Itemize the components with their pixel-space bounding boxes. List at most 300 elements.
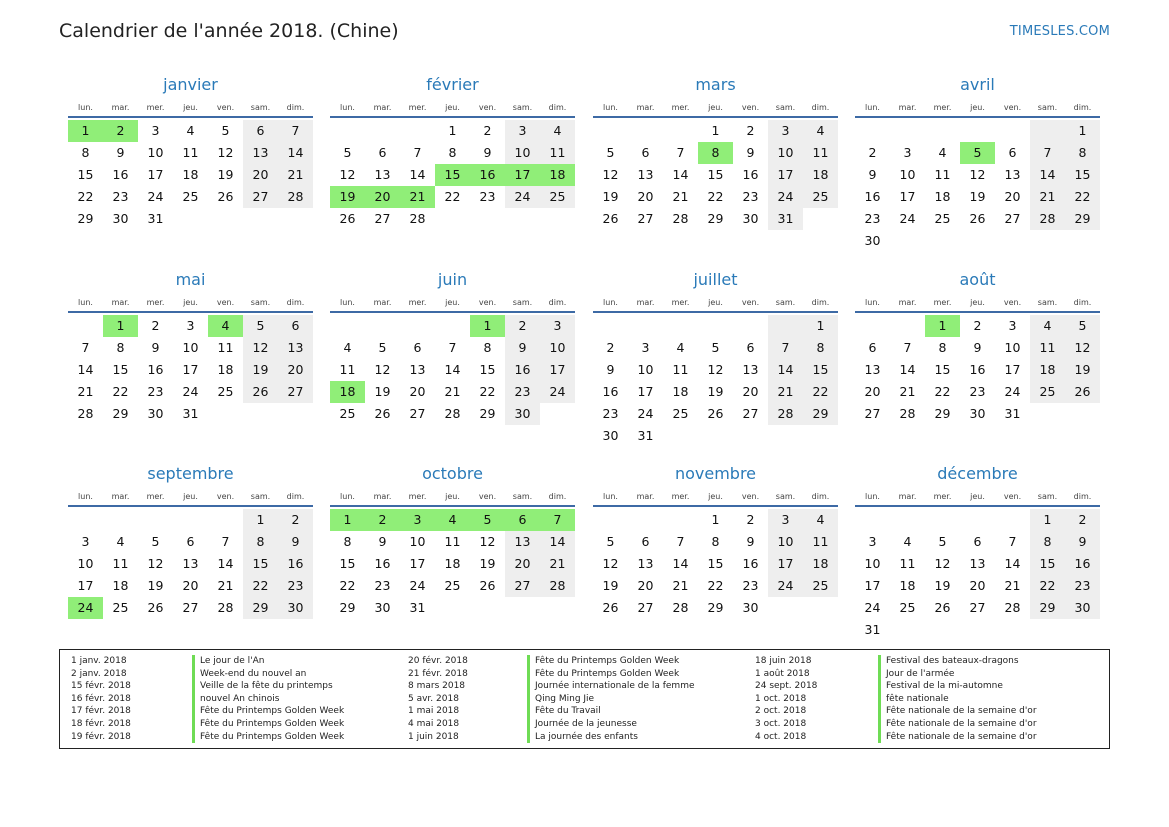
day-cell: 29: [77, 211, 94, 226]
day-cell: 25: [803, 186, 838, 208]
day-cell: 22: [803, 381, 838, 403]
legend-date: 8 mars 2018: [408, 681, 466, 692]
day-cell: 30: [278, 597, 313, 619]
day-cell: 23: [505, 381, 540, 403]
day-cell: 12: [707, 362, 724, 377]
day-cell: 3: [868, 534, 877, 549]
day-cell: 22: [934, 384, 951, 399]
day-cell: 26: [147, 600, 164, 615]
day-cell: 3: [641, 340, 650, 355]
day-cell: 18: [112, 578, 129, 593]
month-octobre: [330, 464, 575, 619]
day-cell: 15: [803, 359, 838, 381]
legend-dates-column: [71, 655, 131, 743]
day-cell: 16: [278, 553, 313, 575]
legend-holiday-name: Fête du Printemps Golden Week: [192, 705, 344, 718]
day-cell: 5: [606, 534, 615, 549]
day-cell: 27: [864, 406, 881, 421]
weekday-label: lun.: [78, 103, 93, 112]
day-cell: 14: [77, 362, 94, 377]
legend-holiday-name: Fête du Printemps Golden Week: [527, 655, 695, 668]
day-cell: 1: [1065, 120, 1100, 142]
day-cell: 11: [803, 142, 838, 164]
weekday-label: mer.: [933, 103, 952, 112]
day-cell: 9: [746, 145, 755, 160]
day-cell: 14: [899, 362, 916, 377]
empty-cell: [400, 120, 435, 142]
day-cell: 27: [182, 600, 199, 615]
day-cell: 16: [112, 167, 129, 182]
day-cell: 18: [1030, 359, 1065, 381]
day-cell: 26: [934, 600, 951, 615]
holiday-day-cell: 1: [103, 315, 138, 337]
day-cell: 4: [186, 123, 195, 138]
day-cell: 2: [505, 315, 540, 337]
day-cell: 11: [899, 556, 916, 571]
weekday-label: lun.: [78, 298, 93, 307]
day-cell: 31: [637, 428, 654, 443]
holiday-day-cell: 7: [540, 509, 575, 531]
day-cell: 29: [1065, 208, 1100, 230]
day-cell: 31: [182, 406, 199, 421]
day-cell: 10: [409, 534, 426, 549]
empty-cell: [995, 509, 1030, 531]
day-cell: 26: [602, 211, 619, 226]
day-cell: 7: [676, 534, 685, 549]
day-cell: 17: [864, 578, 881, 593]
day-cell: 22: [243, 575, 278, 597]
legend-date: 18 févr. 2018: [71, 718, 131, 729]
day-cell: 22: [707, 189, 724, 204]
days-grid: [593, 509, 838, 619]
day-cell: 15: [112, 362, 129, 377]
month-name: mars: [695, 75, 736, 94]
month-mai: [68, 270, 313, 425]
empty-cell: [925, 509, 960, 531]
day-cell: 9: [151, 340, 160, 355]
day-cell: 17: [768, 164, 803, 186]
day-cell: 12: [602, 556, 619, 571]
weekday-header: [593, 98, 838, 118]
day-cell: 24: [505, 186, 540, 208]
legend-holiday-name: Le jour de l'An: [192, 655, 344, 668]
empty-cell: [995, 120, 1030, 142]
day-cell: 29: [803, 403, 838, 425]
month-décembre: [855, 464, 1100, 641]
empty-cell: [330, 120, 365, 142]
legend-holiday-name: Fête du Travail: [527, 705, 695, 718]
day-cell: 5: [938, 534, 947, 549]
day-cell: 3: [81, 534, 90, 549]
month-name: janvier: [163, 75, 218, 94]
empty-cell: [173, 509, 208, 531]
day-cell: 15: [934, 362, 951, 377]
weekday-label: mer.: [146, 103, 165, 112]
day-cell: 5: [1065, 315, 1100, 337]
day-cell: 28: [672, 211, 689, 226]
day-cell: 1: [711, 123, 720, 138]
day-cell: 18: [803, 164, 838, 186]
weekday-label: mer.: [671, 492, 690, 501]
day-cell: 8: [483, 340, 492, 355]
day-cell: 28: [217, 600, 234, 615]
day-cell: 7: [413, 145, 422, 160]
day-cell: 2: [278, 509, 313, 531]
empty-cell: [925, 120, 960, 142]
holiday-day-cell: 4: [208, 315, 243, 337]
weekday-label: mar.: [111, 298, 130, 307]
day-cell: 19: [479, 556, 496, 571]
day-cell: 12: [374, 362, 391, 377]
day-cell: 23: [1065, 575, 1100, 597]
day-cell: 30: [864, 233, 881, 248]
day-cell: 24: [147, 189, 164, 204]
legend-holiday-name: Qing Ming Jie: [527, 693, 695, 706]
legend-date: 20 févr. 2018: [408, 656, 468, 666]
day-cell: 3: [540, 315, 575, 337]
day-cell: 13: [637, 556, 654, 571]
day-cell: 12: [1065, 337, 1100, 359]
legend-holiday-name: La journée des enfants: [527, 731, 695, 744]
weekday-label: ven.: [1003, 103, 1022, 112]
legend-holiday-name: Fête du Printemps Golden Week: [527, 668, 695, 681]
weekday-label: lun.: [603, 298, 618, 307]
day-cell: 10: [1004, 340, 1021, 355]
day-cell: 21: [217, 578, 234, 593]
holiday-day-cell: 2: [103, 120, 138, 142]
day-cell: 21: [768, 381, 803, 403]
weekday-label: sam.: [1037, 103, 1058, 112]
day-cell: 18: [182, 167, 199, 182]
weekday-label: jeu.: [445, 492, 460, 501]
empty-cell: [628, 509, 663, 531]
day-cell: 5: [378, 340, 387, 355]
weekday-label: mar.: [636, 298, 655, 307]
day-cell: 25: [540, 186, 575, 208]
weekday-header: [855, 98, 1100, 118]
day-cell: 2: [973, 318, 982, 333]
day-cell: 8: [711, 534, 720, 549]
day-cell: 20: [637, 189, 654, 204]
holiday-day-cell: 5: [960, 142, 995, 164]
day-cell: 13: [1004, 167, 1021, 182]
day-cell: 14: [768, 359, 803, 381]
day-cell: 29: [339, 600, 356, 615]
day-cell: 28: [672, 600, 689, 615]
day-cell: 23: [147, 384, 164, 399]
weekday-header: [593, 293, 838, 313]
day-cell: 5: [711, 340, 720, 355]
legend-holiday-name: nouvel An chinois: [192, 693, 344, 706]
weekday-label: mar.: [636, 492, 655, 501]
weekday-label: lun.: [603, 103, 618, 112]
weekday-label: dim.: [811, 492, 830, 501]
day-cell: 20: [409, 384, 426, 399]
weekday-label: ven.: [1003, 492, 1022, 501]
weekday-label: mer.: [933, 298, 952, 307]
day-cell: 27: [637, 211, 654, 226]
weekday-label: dim.: [286, 492, 305, 501]
weekday-label: jeu.: [970, 103, 985, 112]
day-cell: 6: [973, 534, 982, 549]
holiday-day-cell: 20: [365, 186, 400, 208]
day-cell: 30: [505, 403, 540, 425]
day-cell: 29: [479, 406, 496, 421]
day-cell: 26: [1065, 381, 1100, 403]
day-cell: 31: [409, 600, 426, 615]
day-cell: 9: [378, 534, 387, 549]
day-cell: 25: [182, 189, 199, 204]
day-cell: 4: [116, 534, 125, 549]
day-cell: 29: [112, 406, 129, 421]
day-cell: 26: [602, 600, 619, 615]
weekday-header: [68, 293, 313, 313]
day-cell: 23: [112, 189, 129, 204]
weekday-label: mar.: [373, 298, 392, 307]
holiday-day-cell: 2: [365, 509, 400, 531]
day-cell: 26: [339, 211, 356, 226]
day-cell: 20: [864, 384, 881, 399]
day-cell: 20: [1004, 189, 1021, 204]
legend-date: 18 juin 2018: [755, 656, 812, 666]
day-cell: 15: [707, 556, 724, 571]
day-cell: 7: [903, 340, 912, 355]
day-cell: 12: [339, 167, 356, 182]
day-cell: 13: [637, 167, 654, 182]
day-cell: 28: [768, 403, 803, 425]
day-cell: 21: [540, 553, 575, 575]
day-cell: 14: [409, 167, 426, 182]
day-cell: 23: [864, 211, 881, 226]
legend-date: 17 févr. 2018: [71, 706, 131, 717]
weekday-label: sam.: [250, 298, 271, 307]
day-cell: 11: [444, 534, 461, 549]
weekday-label: mer.: [146, 492, 165, 501]
weekday-label: lun.: [340, 103, 355, 112]
holiday-day-cell: 8: [698, 142, 733, 164]
day-cell: 26: [243, 381, 278, 403]
days-grid: [330, 120, 575, 230]
weekday-label: jeu.: [183, 492, 198, 501]
day-cell: 6: [1008, 145, 1017, 160]
day-cell: 18: [672, 384, 689, 399]
day-cell: 27: [637, 600, 654, 615]
weekday-label: jeu.: [445, 298, 460, 307]
day-cell: 19: [934, 578, 951, 593]
day-cell: 12: [934, 556, 951, 571]
day-cell: 13: [278, 337, 313, 359]
holiday-day-cell: 6: [505, 509, 540, 531]
month-name: juin: [437, 270, 468, 289]
month-septembre: [68, 464, 313, 619]
month-juillet: [593, 270, 838, 447]
day-cell: 2: [606, 340, 615, 355]
day-cell: 23: [374, 578, 391, 593]
day-cell: 21: [1030, 186, 1065, 208]
weekday-label: dim.: [1073, 492, 1092, 501]
month-name: mai: [175, 270, 206, 289]
day-cell: 13: [969, 556, 986, 571]
day-cell: 9: [505, 337, 540, 359]
weekday-label: mer.: [408, 298, 427, 307]
day-cell: 18: [217, 362, 234, 377]
empty-cell: [890, 120, 925, 142]
day-cell: 24: [409, 578, 426, 593]
day-cell: 6: [746, 340, 755, 355]
day-cell: 23: [742, 578, 759, 593]
day-cell: 21: [444, 384, 461, 399]
day-cell: 12: [479, 534, 496, 549]
day-cell: 22: [479, 384, 496, 399]
day-cell: 13: [409, 362, 426, 377]
weekday-label: mer.: [408, 103, 427, 112]
day-cell: 18: [899, 578, 916, 593]
month-avril: [855, 75, 1100, 252]
holiday-day-cell: 15: [435, 164, 470, 186]
weekday-label: lun.: [78, 492, 93, 501]
day-cell: 7: [448, 340, 457, 355]
weekday-header: [330, 293, 575, 313]
day-cell: 23: [602, 406, 619, 421]
day-cell: 20: [637, 578, 654, 593]
day-cell: 8: [243, 531, 278, 553]
legend-holiday-name: Week-end du nouvel an: [192, 668, 344, 681]
day-cell: 15: [339, 556, 356, 571]
brand-link[interactable]: TIMESLES.COM: [1009, 24, 1110, 39]
legend-holiday-name: Festival des bateaux-dragons: [878, 655, 1037, 668]
legend-date: 24 sept. 2018: [755, 681, 818, 692]
day-cell: 20: [505, 553, 540, 575]
day-cell: 21: [77, 384, 94, 399]
day-cell: 16: [602, 384, 619, 399]
weekday-label: sam.: [250, 103, 271, 112]
day-cell: 10: [77, 556, 94, 571]
day-cell: 2: [151, 318, 160, 333]
day-cell: 25: [339, 406, 356, 421]
day-cell: 21: [899, 384, 916, 399]
weekday-header: [68, 487, 313, 507]
weekday-label: ven.: [216, 492, 235, 501]
day-cell: 26: [969, 211, 986, 226]
weekday-label: ven.: [216, 103, 235, 112]
weekday-label: ven.: [216, 298, 235, 307]
weekday-label: jeu.: [708, 103, 723, 112]
day-cell: 9: [116, 145, 125, 160]
day-cell: 1: [1030, 509, 1065, 531]
weekday-header: [330, 98, 575, 118]
holiday-day-cell: 5: [470, 509, 505, 531]
days-grid: [855, 120, 1100, 252]
day-cell: 19: [243, 359, 278, 381]
day-cell: 16: [969, 362, 986, 377]
day-cell: 28: [1004, 600, 1021, 615]
holiday-day-cell: 18: [540, 164, 575, 186]
day-cell: 10: [637, 362, 654, 377]
month-name: octobre: [422, 464, 483, 483]
legend-date: 21 févr. 2018: [408, 668, 468, 679]
legend-holiday-name: Festival de la mi-automne: [878, 680, 1037, 693]
weekday-header: [593, 487, 838, 507]
weekday-label: dim.: [286, 298, 305, 307]
day-cell: 18: [934, 189, 951, 204]
day-cell: 29: [934, 406, 951, 421]
empty-cell: [365, 315, 400, 337]
empty-cell: [1030, 120, 1065, 142]
holiday-day-cell: 4: [435, 509, 470, 531]
day-cell: 14: [444, 362, 461, 377]
day-cell: 8: [938, 340, 947, 355]
day-cell: 24: [899, 211, 916, 226]
legend-date: 1 août 2018: [755, 668, 810, 679]
day-cell: 31: [864, 622, 881, 637]
day-cell: 28: [444, 406, 461, 421]
day-cell: 16: [742, 167, 759, 182]
weekday-label: mar.: [898, 492, 917, 501]
day-cell: 26: [217, 189, 234, 204]
day-cell: 10: [182, 340, 199, 355]
day-cell: 25: [217, 384, 234, 399]
day-cell: 25: [1030, 381, 1065, 403]
day-cell: 20: [243, 164, 278, 186]
empty-cell: [400, 315, 435, 337]
legend-dates-column: [408, 655, 468, 743]
day-cell: 7: [1008, 534, 1017, 549]
day-cell: 30: [147, 406, 164, 421]
days-grid: [855, 509, 1100, 641]
month-novembre: [593, 464, 838, 619]
day-cell: 3: [768, 509, 803, 531]
day-cell: 19: [374, 384, 391, 399]
day-cell: 2: [483, 123, 492, 138]
day-cell: 13: [182, 556, 199, 571]
day-cell: 7: [81, 340, 90, 355]
day-cell: 19: [602, 189, 619, 204]
day-cell: 27: [742, 406, 759, 421]
day-cell: 16: [505, 359, 540, 381]
day-cell: 7: [768, 337, 803, 359]
day-cell: 14: [1030, 164, 1065, 186]
day-cell: 19: [707, 384, 724, 399]
weekday-header: [68, 98, 313, 118]
weekday-label: mar.: [636, 103, 655, 112]
day-cell: 12: [243, 337, 278, 359]
day-cell: 9: [973, 340, 982, 355]
weekday-label: jeu.: [183, 103, 198, 112]
weekday-label: sam.: [512, 298, 533, 307]
day-cell: 2: [1065, 509, 1100, 531]
weekday-label: jeu.: [708, 492, 723, 501]
day-cell: 21: [672, 578, 689, 593]
holiday-day-cell: 21: [400, 186, 435, 208]
holiday-day-cell: 18: [330, 381, 365, 403]
legend-date: 4 oct. 2018: [755, 731, 807, 742]
day-cell: 21: [672, 189, 689, 204]
weekday-header: [855, 487, 1100, 507]
day-cell: 30: [112, 211, 129, 226]
weekday-label: mer.: [933, 492, 952, 501]
weekday-label: dim.: [1073, 298, 1092, 307]
weekday-label: lun.: [340, 298, 355, 307]
day-cell: 10: [899, 167, 916, 182]
weekday-label: mar.: [373, 103, 392, 112]
weekday-label: mar.: [898, 298, 917, 307]
day-cell: 9: [746, 534, 755, 549]
day-cell: 17: [1004, 362, 1021, 377]
month-name: septembre: [147, 464, 234, 483]
weekday-label: jeu.: [970, 298, 985, 307]
day-cell: 14: [672, 556, 689, 571]
legend-date: 5 avr. 2018: [408, 693, 459, 704]
